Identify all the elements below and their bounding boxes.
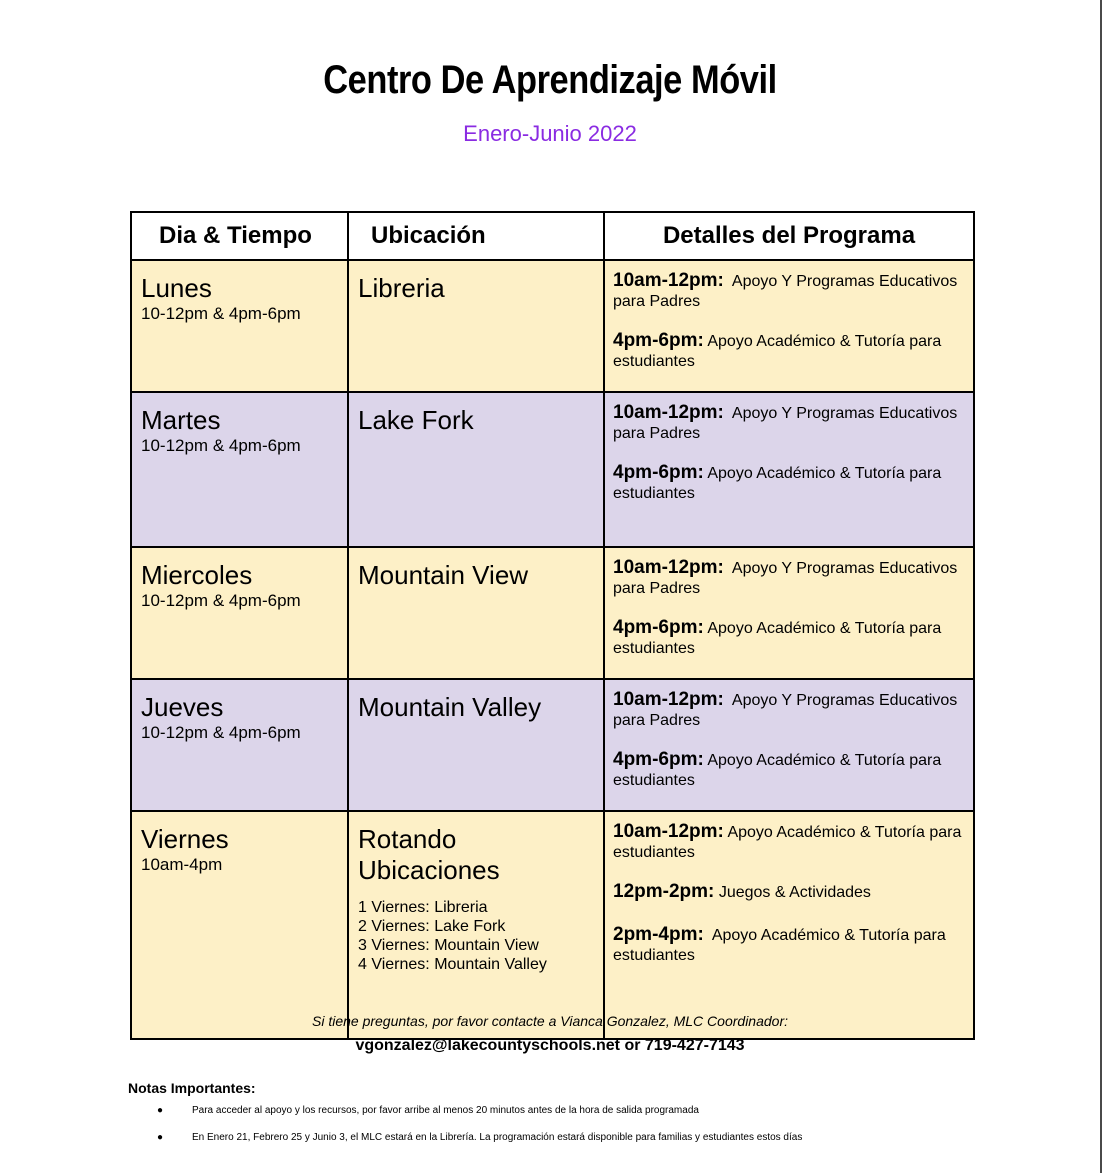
column-header-day-time: Dia & Tiempo	[131, 212, 348, 260]
note-text: Para acceder al apoyo y los recursos, por favor arribe al menos 20 minutos antes de la hora de salida programada	[192, 1105, 699, 1116]
day-time: 10am-4pm	[141, 855, 223, 874]
rotation-item: 2 Viernes: Lake Fork	[358, 918, 506, 935]
slot-time: 10am-12pm:	[613, 821, 724, 842]
slot-time: 10am-12pm:	[613, 402, 724, 423]
note-text: En Enero 21, Febrero 25 y Junio 3, el MLC estará en la Librería. La programación estará disponible para familias y estudiantes estos días	[192, 1132, 803, 1143]
day-time: 10-12pm & 4pm-6pm	[141, 591, 301, 610]
program-slot	[613, 618, 963, 659]
slot-text: Apoyo Académico & Tutoría para estudiantes	[613, 752, 942, 789]
program-slot	[613, 822, 963, 863]
slot-time: 10am-12pm:	[613, 689, 724, 710]
program-slot	[613, 690, 963, 731]
rotation-item: 1 Viernes: Libreria	[358, 899, 488, 916]
day-cell	[131, 547, 348, 679]
slot-text: Apoyo Y Programas Educativos para Padres	[613, 405, 958, 442]
slot-text: Apoyo Académico & Tutoría para estudiantes	[613, 465, 942, 502]
location-name: Libreria	[358, 273, 445, 303]
program-slot	[613, 558, 963, 599]
contact-line: Si tiene preguntas, por favor contacte a Vianca Gonzalez, MLC Coordinador:	[311, 1013, 788, 1029]
location-cell	[348, 679, 604, 811]
slot-time: 2pm-4pm:	[613, 924, 704, 945]
table-row	[131, 679, 974, 811]
details-cell	[604, 392, 974, 547]
notes-section	[128, 1080, 1028, 1158]
details-cell	[604, 547, 974, 679]
table-row	[131, 547, 974, 679]
table-header-row	[131, 212, 974, 260]
slot-time: 4pm-6pm:	[613, 749, 704, 770]
table-row	[131, 811, 974, 1039]
rotation-list	[358, 898, 603, 974]
list-item	[128, 1131, 1028, 1144]
table-row	[131, 260, 974, 392]
location-cell	[348, 392, 604, 547]
location-name: Mountain View	[358, 560, 529, 590]
slot-text: Juegos & Actividades	[718, 884, 871, 901]
day-cell	[131, 679, 348, 811]
notes-title: Notas Importantes:	[128, 1080, 256, 1096]
rotation-item: 4 Viernes: Mountain Valley	[358, 956, 547, 973]
page-title: Centro De Aprendizaje Móvil	[323, 58, 777, 102]
schedule-table	[130, 211, 975, 1040]
location-cell	[348, 547, 604, 679]
details-cell	[604, 811, 974, 1039]
bullet-icon: ●	[157, 1105, 164, 1116]
details-cell	[604, 260, 974, 392]
day-time: 10-12pm & 4pm-6pm	[141, 723, 301, 742]
program-slot	[613, 463, 963, 504]
slot-time: 10am-12pm:	[613, 557, 724, 578]
slot-text: Apoyo Académico & Tutoría para estudiantes	[613, 620, 942, 657]
location-cell	[348, 260, 604, 392]
program-slot	[613, 271, 963, 312]
bullet-icon: ●	[157, 1132, 164, 1143]
location-cell	[348, 811, 604, 1039]
program-slot	[613, 331, 963, 372]
program-slot	[613, 882, 963, 903]
day-name: Martes	[141, 405, 221, 435]
slot-time: 4pm-6pm:	[613, 617, 704, 638]
rotation-item: 3 Viernes: Mountain View	[358, 937, 539, 954]
slot-time: 10am-12pm:	[613, 270, 724, 291]
slot-text: Apoyo Académico & Tutoría para estudiantes	[613, 333, 942, 370]
day-name: Miercoles	[141, 560, 253, 590]
page-subtitle: Enero-Junio 2022	[463, 121, 637, 146]
location-name: Rotando	[358, 824, 457, 854]
day-name: Viernes	[141, 824, 229, 854]
program-slot	[613, 750, 963, 791]
day-cell	[131, 392, 348, 547]
location-name: Ubicaciones	[358, 855, 500, 885]
slot-time: 12pm-2pm:	[613, 881, 715, 902]
day-name: Jueves	[141, 692, 224, 722]
slot-text: Apoyo Académico & Tutoría para estudiantes	[613, 927, 946, 964]
program-slot	[613, 925, 963, 966]
day-cell	[131, 260, 348, 392]
slot-text: Apoyo Académico & Tutoría para estudiantes	[613, 824, 962, 861]
slot-text: Apoyo Y Programas Educativos para Padres	[613, 273, 958, 310]
column-header-location: Ubicación	[348, 212, 604, 260]
contact-info: vgonzalez@lakecountyschools.net or 719-427-7143	[355, 1037, 745, 1054]
contact-section	[0, 1012, 1100, 1056]
day-name: Lunes	[141, 273, 212, 303]
column-header-details: Detalles del Programa	[604, 212, 974, 260]
program-slot	[613, 403, 963, 444]
list-item	[128, 1104, 1028, 1117]
slot-time: 4pm-6pm:	[613, 462, 704, 483]
table-row	[131, 392, 974, 547]
slot-text: Apoyo Y Programas Educativos para Padres	[613, 560, 958, 597]
location-name: Mountain Valley	[358, 692, 542, 722]
day-cell	[131, 811, 348, 1039]
slot-text: Apoyo Y Programas Educativos para Padres	[613, 692, 958, 729]
notes-list	[128, 1104, 1028, 1144]
location-name: Lake Fork	[358, 405, 474, 435]
slot-time: 4pm-6pm:	[613, 330, 704, 351]
day-time: 10-12pm & 4pm-6pm	[141, 436, 301, 455]
details-cell	[604, 679, 974, 811]
day-time: 10-12pm & 4pm-6pm	[141, 304, 301, 323]
